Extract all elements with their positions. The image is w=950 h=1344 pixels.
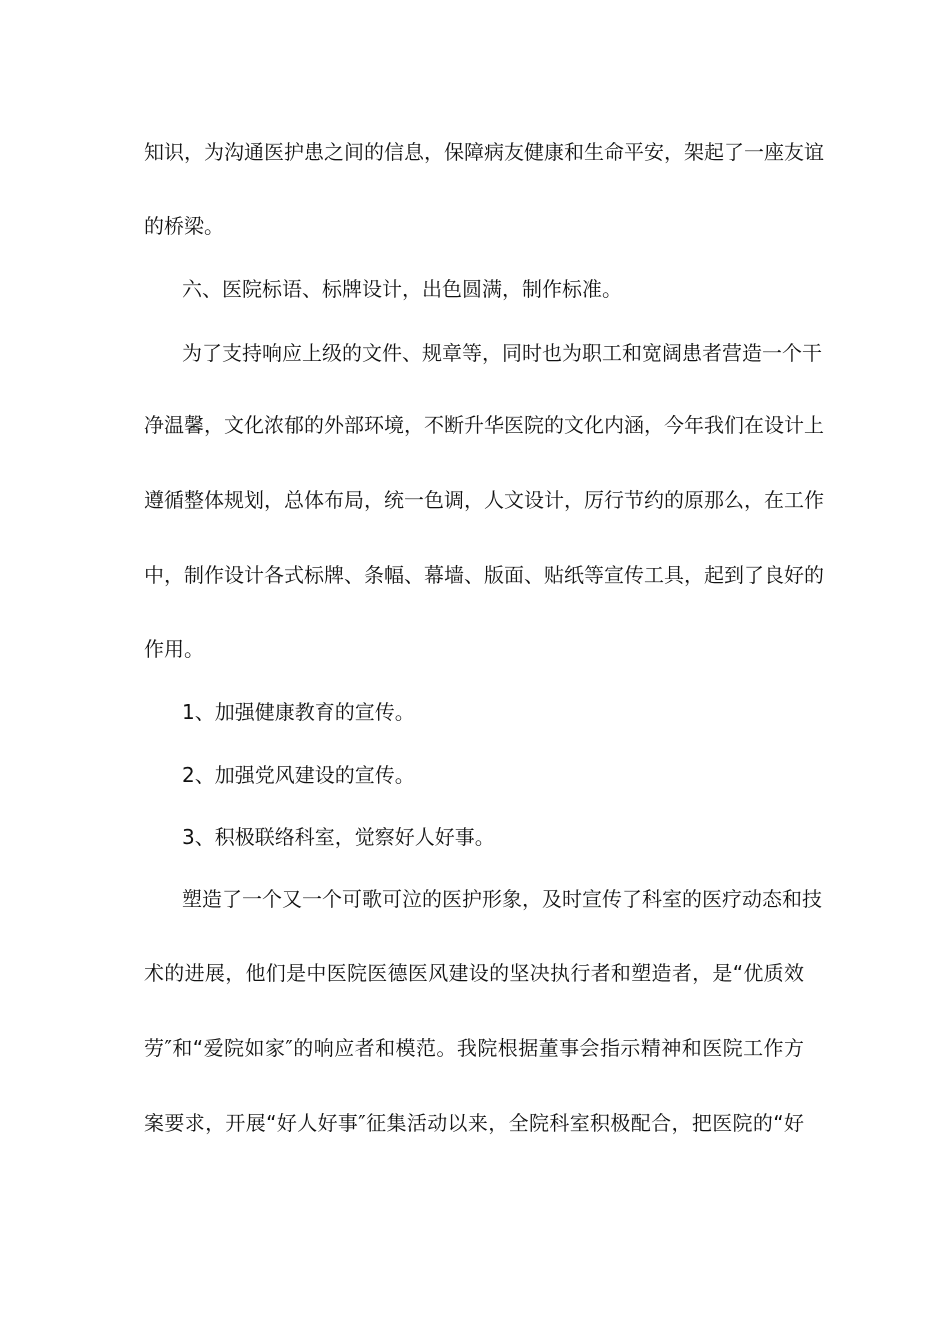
paragraph-line: 劳″和“爱院如家″的响应者和模范。我院根据董事会指示精神和医院工作方 bbox=[144, 1036, 804, 1060]
paragraph-line: 塑造了一个又一个可歌可泣的医护形象，及时宣传了科室的医疗动态和技 bbox=[182, 887, 822, 911]
list-item: 3、积极联络科室，觉察好人好事。 bbox=[182, 825, 495, 849]
paragraph-line: 为了支持响应上级的文件、规章等，同时也为职工和宽阔患者营造一个干 bbox=[182, 341, 822, 365]
paragraph-line: 作用。 bbox=[144, 637, 204, 661]
paragraph-line: 遵循整体规划，总体布局，统一色调，人文设计，厉行节约的原那么，在工作 bbox=[144, 488, 824, 512]
paragraph-line: 术的进展，他们是中医院医德医风建设的坚决执行者和塑造者，是“优质效 bbox=[144, 961, 804, 985]
paragraph-line: 中，制作设计各式标牌、条幅、幕墙、版面、贴纸等宣传工具，起到了良好的 bbox=[144, 563, 824, 587]
list-item: 2、加强党风建设的宣传。 bbox=[182, 763, 415, 787]
list-item: 1、加强健康教育的宣传。 bbox=[182, 700, 415, 724]
paragraph-line: 知识，为沟通医护患之间的信息，保障病友健康和生命平安，架起了一座友谊 bbox=[144, 140, 824, 164]
paragraph-line: 净温馨，文化浓郁的外部环境，不断升华医院的文化内涵，今年我们在设计上 bbox=[144, 413, 824, 437]
section-heading: 六、医院标语、标牌设计，出色圆满，制作标准。 bbox=[182, 277, 622, 301]
paragraph-line: 的桥梁。 bbox=[144, 214, 224, 238]
paragraph-line: 案要求，开展“好人好事″征集活动以来，全院科室积极配合，把医院的“好 bbox=[144, 1111, 804, 1135]
